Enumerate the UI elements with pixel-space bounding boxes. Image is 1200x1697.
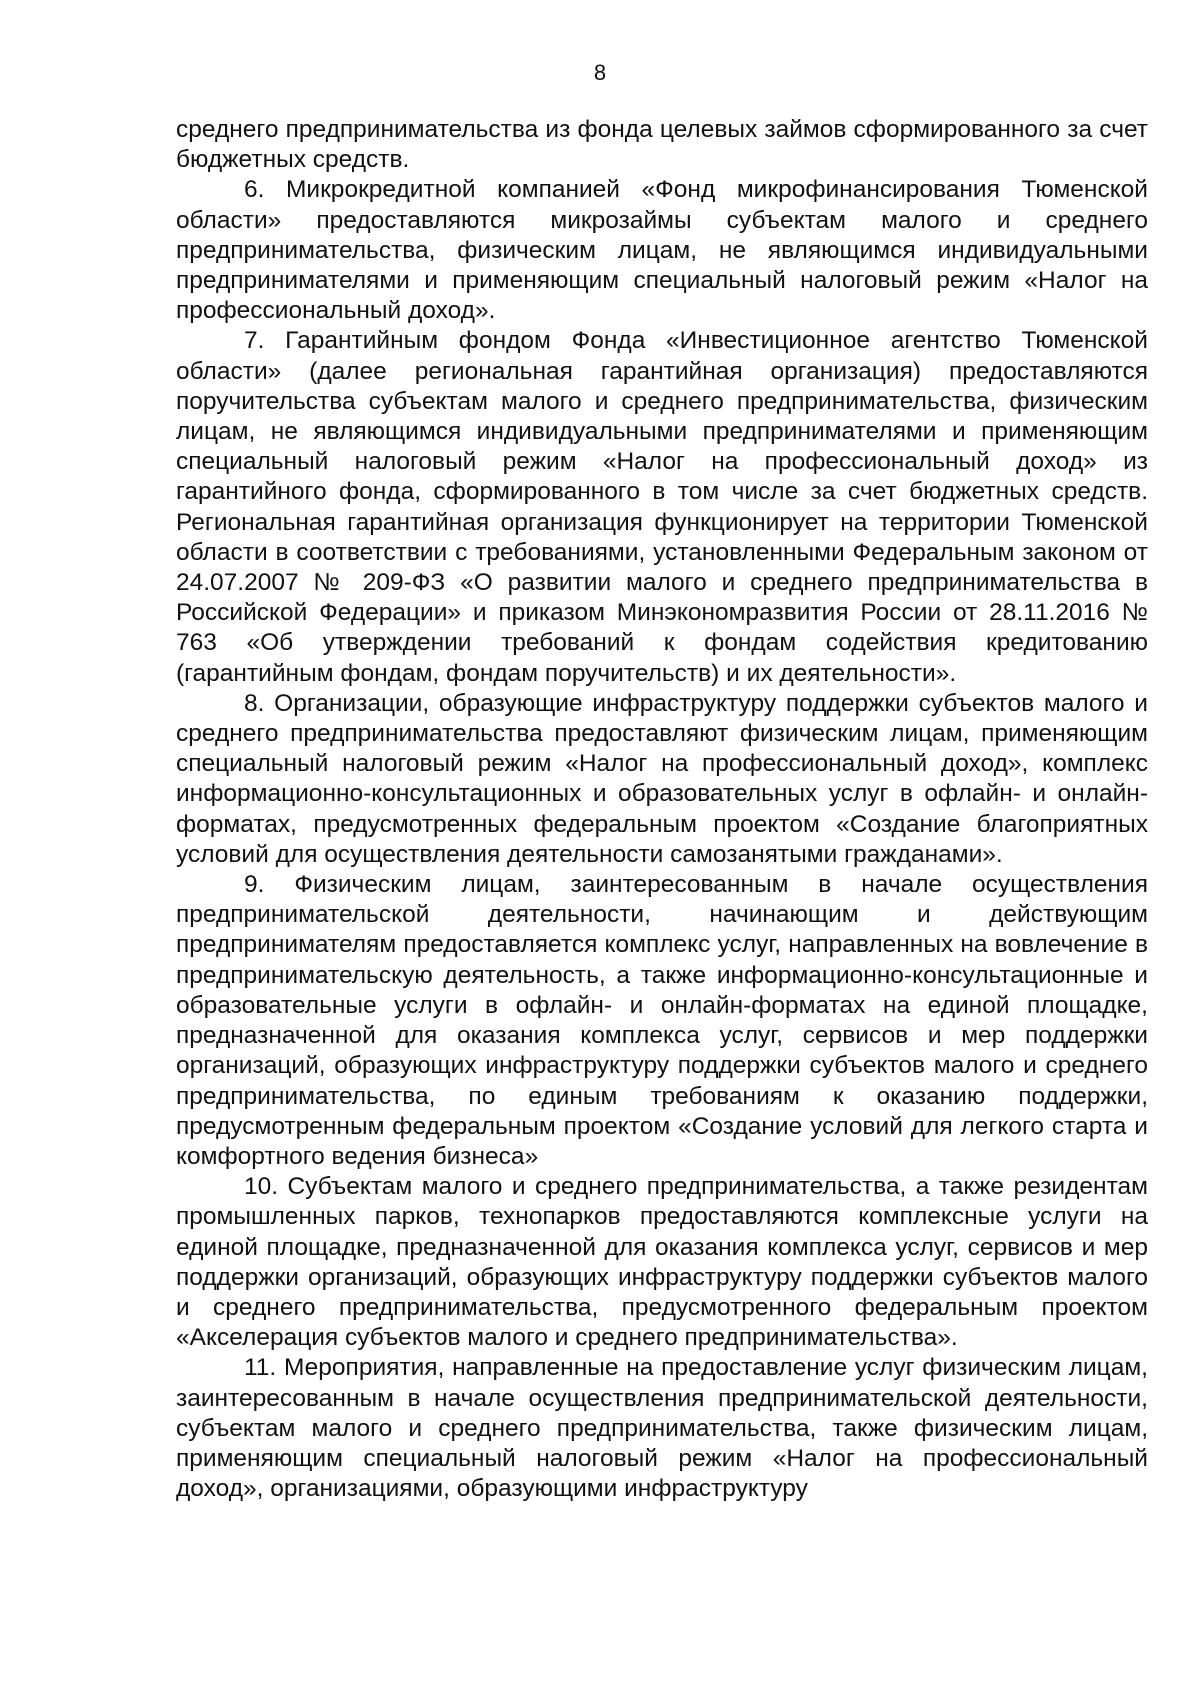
page-number: 8 [593, 60, 607, 85]
document-body [176, 115, 1148, 1504]
paragraph: 9. Физическим лицам, заинтересованным в начале осуществления предпринимательской деятельности, начинающим и действующим предпринимателям предоставляется комплекс услуг, направленных на вовлечение в предпринимательскую деятельность, а также информационно-консультационные и образовательные услуги в офлайн- и онлайн-форматах на единой площадке, предназначенной для оказания комплекса услуг, сервисов и мер поддержки организаций, образующих инфраструктуру поддержки субъектов малого и среднего предпринимательства, по единым требованиям к оказанию поддержки, предусмотренным федеральным проектом «Создание условий для легкого старта и комфортного ведения бизнеса» [176, 871, 1148, 1170]
paragraph: 7. Гарантийным фондом Фонда «Инвестиционное агентство Тюменской области» (далее региональная гарантийная организация) предоставляются поручительства субъектам малого и среднего предпринимательства, физическим лицам, не являющимся индивидуальными предпринимателями и применяющим специальный налоговый режим «Налог на профессиональный доход» из гарантийного фонда, сформированного в том числе за счет бюджетных средств. Региональная гарантийная организация функционирует на территории Тюменской области в соответствии с требованиями, установленными Федеральным законом от 24.07.2007 № 209-ФЗ «О развитии малого и среднего предпринимательства в Российской Федерации» и приказом Минэкономразвития России от 28.11.2016 № 763 «Об утверждении требований к фондам содействия кредитованию (гарантийным фондам, фондам поручительств) и их деятельности». [176, 327, 1148, 687]
paragraph: 11. Мероприятия, направленные на предоставление услуг физическим лицам, заинтересованным в начале осуществления предпринимательской деятельности, субъектам малого и среднего предпринимательства, также физическим лицам, применяющим специальный налоговый режим «Налог на профессиональный доход», организациями, образующими инфраструктуру [176, 1354, 1148, 1503]
paragraph: 10. Субъектам малого и среднего предпринимательства, а также резидентам промышленных парков, технопарков предоставляются комплексные услуги на единой площадке, предназначенной для оказания комплекса услуг, сервисов и мер поддержки организаций, образующих инфраструктуру поддержки субъектов малого и среднего предпринимательства, предусмотренного федеральным проектом «Акселерация субъектов малого и среднего предпринимательства». [176, 1173, 1148, 1352]
paragraph: среднего предпринимательства из фонда целевых займов сформированного за счет бюджетных средств. [176, 116, 1148, 174]
paragraph: 8. Организации, образующие инфраструктуру поддержки субъектов малого и среднего предпринимательства предоставляют физическим лицам, применяющим специальный налоговый режим «Налог на профессиональный доход», комплекс информационно-консультационных и образовательных услуг в офлайн- и онлайн-форматах, предусмотренных федеральным проектом «Создание благоприятных условий для осуществления деятельности самозанятыми гражданами». [176, 689, 1148, 868]
paragraph: 6. Микрокредитной компанией «Фонд микрофинансирования Тюменской области» предоставляются микрозаймы субъектам малого и среднего предпринимательства, физическим лицам, не являющимся индивидуальными предпринимателями и применяющим специальный налоговый режим «Налог на профессиональный доход». [176, 176, 1148, 325]
